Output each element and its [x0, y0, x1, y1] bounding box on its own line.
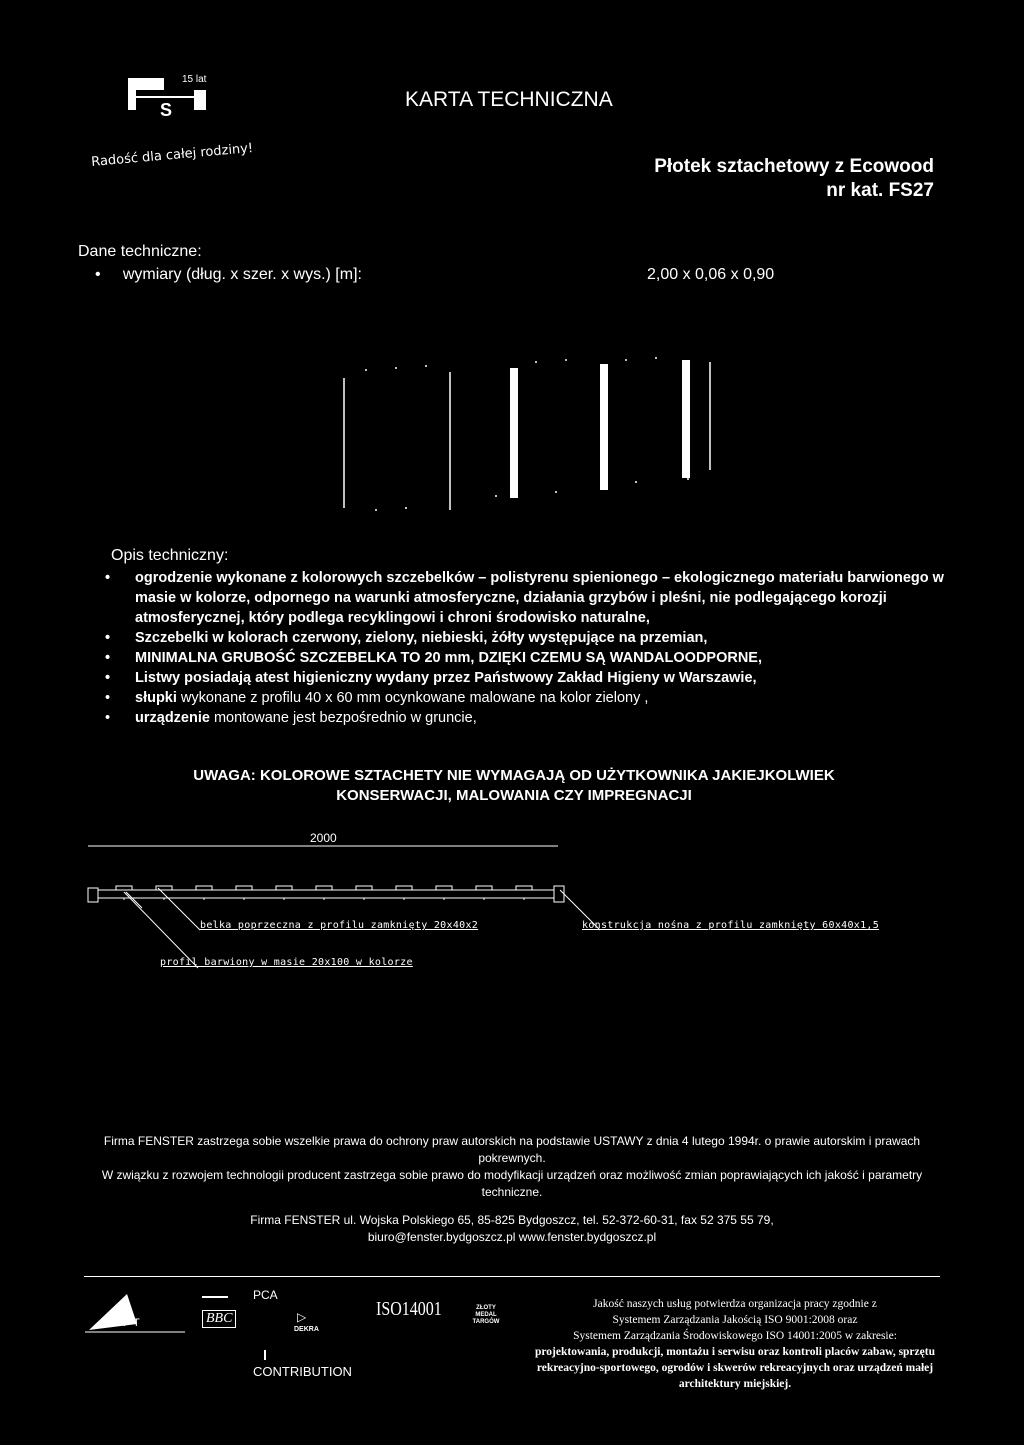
- feature-item: • słupki wykonane z profilu 40 x 60 mm ocynkowane malowane na kolor zielony ,: [105, 688, 955, 708]
- technical-drawing: [80, 840, 960, 970]
- dimensions-label: • wymiary (dług. x szer. x wys.) [m]:: [95, 266, 362, 283]
- footer-divider: [84, 1276, 940, 1277]
- feature-item: • Szczebelki w kolorach czerwony, zielony, niebieski, żółty występujące na przemian,: [105, 628, 955, 648]
- page-title: KARTA TECHNICZNA: [405, 88, 613, 111]
- company-logo: [120, 72, 220, 124]
- slogan: Radość dla całej rodziny!: [90, 140, 254, 170]
- product-name: Płotek sztachetowy z Ecowood: [654, 156, 934, 177]
- int-text: INT: [108, 1317, 147, 1329]
- iso-logo: ISO14001: [376, 1298, 442, 1320]
- description-heading: Opis techniczny:: [111, 547, 229, 564]
- picket-3: [682, 360, 690, 478]
- contribution-text: CONTRIBUTION: [253, 1364, 352, 1379]
- dekra-arrow-icon: ▷: [297, 1310, 307, 1324]
- picket-1: [510, 368, 518, 498]
- label-beam: belka poprzeczna z profilu zamknięty 20x40x2: [200, 920, 479, 931]
- fence-photo: [336, 350, 726, 520]
- picket-2: [600, 364, 608, 490]
- bbc-mark: [202, 1296, 228, 1298]
- copyright-notice: Firma FENSTER zastrzega sobie wszelkie prawa do ochrony praw autorskich na podstawie USTAWY z dnia 4 lutego 1994r. o prawie autorskim i prawach pokrewnych. W związku z rozwojem technologii producent zastrzega sobie prawo do modyfikacji urządzeń oraz możliwość zmian poprawiających ich jakość i parametry techniczne.: [101, 1134, 923, 1199]
- logo-badge: 15 lat: [182, 74, 207, 85]
- technical-data-heading: Dane techniczne:: [78, 243, 202, 260]
- feature-list: [105, 568, 955, 728]
- product-heading: [654, 155, 934, 203]
- contrib-mark: [264, 1350, 266, 1360]
- label-profile: profil barwiony w masie 20x100 w kolorze: [160, 957, 413, 968]
- int-logo: [85, 1290, 185, 1336]
- warning-notice: UWAGA: KOLOROWE SZTACHETY NIE WYMAGAJĄ OD UŻYTKOWNIKA JAKIEJKOLWIEK KONSERWACJI, MALOWANIA CZY IMPREGNACJI: [193, 767, 835, 804]
- quality-statement: Jakość naszych usług potwierdza organizacja pracy zgodnie z Systemem Zarządzania Jakością ISO 9001:2008 oraz Systemem Zarządzania Środowiskowego ISO 14001:2005 w zakresie: projektowania, produkcji, montażu i serwisu oraz kontroli placów zabaw, sprzętu rekreacyjno-sportowego, ogrodów i skwerów rekreacyjnych oraz urządzeń małej architektury miejskiej.: [535, 1298, 935, 1390]
- bbc-logo: BBC: [202, 1310, 236, 1328]
- company-address: Firma FENSTER ul. Wojska Polskiego 65, 85-825 Bydgoszcz, tel. 52-372-60-31, fax 52 375 55 79, biuro@fenster.bydgoszcz.pl www.fenster.bydgoszcz.pl: [250, 1213, 774, 1244]
- length-dimension: 2000: [310, 831, 337, 845]
- feature-item: • urządzenie montowane jest bezpośrednio w gruncie,: [105, 708, 955, 728]
- logo-letter: S: [160, 100, 173, 120]
- gold-medal-badge: ZŁOTY MEDAL TARGÓW: [472, 1305, 500, 1325]
- feature-item: • ogrodzenie wykonane z kolorowych szczebelków – polistyrenu spienionego – ekologicznego materiału barwionego w masie w kolorze, odpornego na warunki atmosferyczne, działania grzybów i pleśni, nie podlegającego korozji atmosferycznej, który podlega recyklingowi i chroni środowisko naturalne,: [105, 568, 955, 628]
- dimensions-value: 2,00 x 0,06 x 0,90: [647, 266, 775, 283]
- pca-logo: PCA: [253, 1288, 278, 1302]
- dekra-logo: DEKRA: [294, 1326, 319, 1333]
- feature-item: • MINIMALNA GRUBOŚĆ SZCZEBELKA TO 20 mm, DZIĘKI CZEMU SĄ WANDALOODPORNE,: [105, 648, 955, 668]
- label-post: konstrukcja nośna z profilu zamknięty 60x40x1,5: [582, 920, 880, 931]
- catalog-number: nr kat. FS27: [826, 180, 934, 201]
- feature-item: • Listwy posiadają atest higieniczny wydany przez Państwowy Zakład Higieny w Warszawie,: [105, 668, 955, 688]
